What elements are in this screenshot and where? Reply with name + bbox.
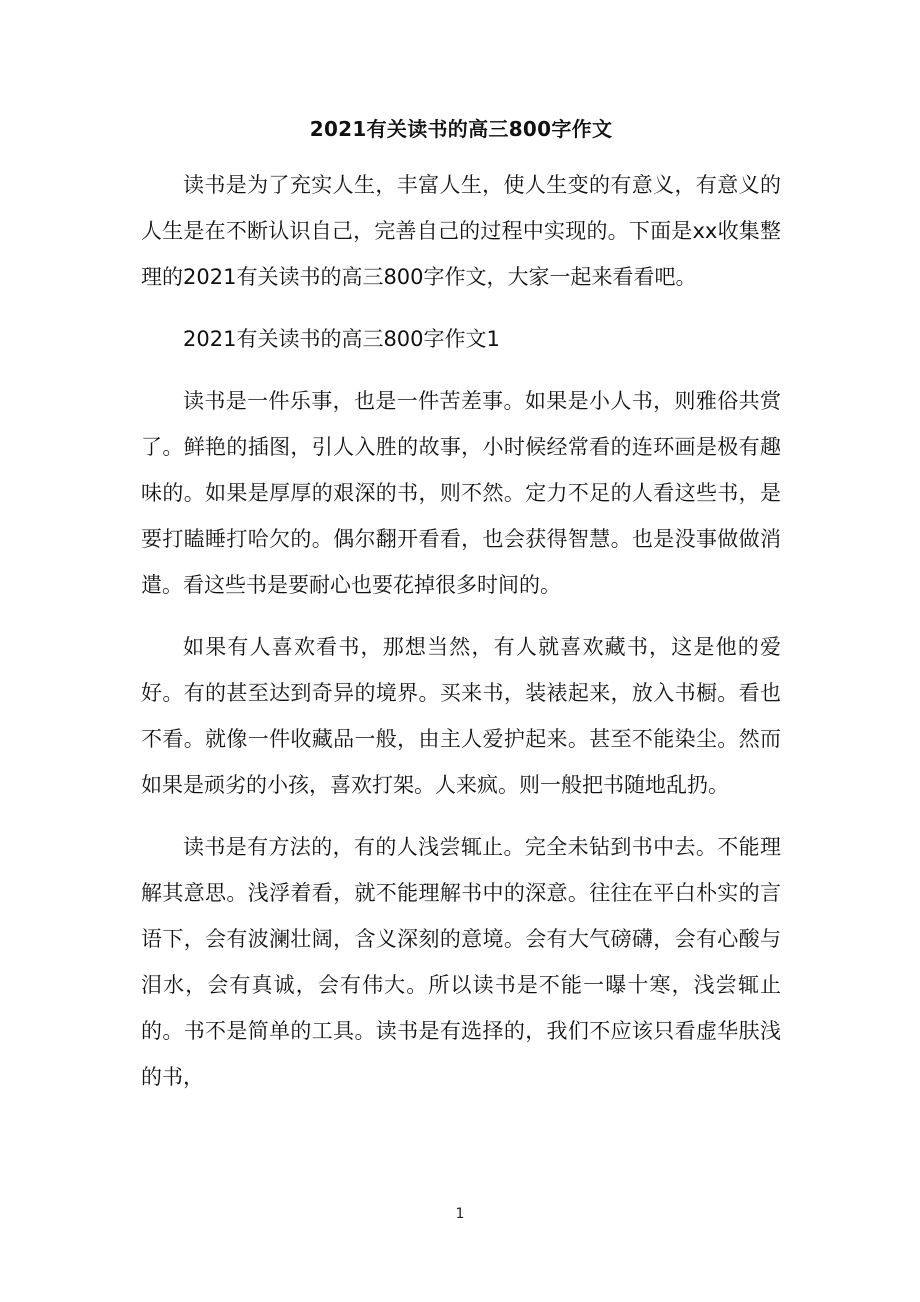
- body-paragraph-2: 如果有人喜欢看书，那想当然，有人就喜欢藏书，这是他的爱好。有的甚至达到奇异的境界。买来书，装裱起来，放入书橱。看也不看。就像一件收藏品一般，由主人爱护起来。甚至不能染尘。然而如果是顽劣的小孩，喜欢打架。人来疯。则一般把书随地乱扔。: [141, 635, 781, 797]
- body-paragraph-3: 读书是有方法的，有的人浅尝辄止。完全未钻到书中去。不能理解其意思。浅浮着看，就不能理解书中的深意。往往在平白朴实的言语下，会有波澜壮阔，含义深刻的意境。会有大气磅礴，会有心酸与泪水，会有真诚，会有伟大。所以读书是不能一曝十寒，浅尝辄止的。书不是简单的工具。读书是有选择的，我们不应该只看虚华肤浅的书，: [141, 835, 781, 1089]
- section-heading: 2021有关读书的高三800字作文1: [183, 327, 500, 351]
- intro-paragraph: 读书是为了充实人生，丰富人生，使人生变的有意义，有意义的人生是在不断认识自己，完善自己的过程中实现的。下面是xx收集整理的2021有关读书的高三800字作文，大家一起来看看吧。: [141, 173, 781, 289]
- page-number: 1: [455, 1206, 465, 1222]
- body-paragraph-1: 读书是一件乐事，也是一件苦差事。如果是小人书，则雅俗共赏了。鲜艳的插图，引人入胜的故事，小时候经常看的连环画是极有趣味的。如果是厚厚的艰深的书，则不然。定力不足的人看这些书，是要打瞌睡打哈欠的。偶尔翻开看看，也会获得智慧。也是没事做做消遣。看这些书是要耐心也要花掉很多时间的。: [141, 389, 781, 597]
- document-body: [141, 110, 781, 1100]
- document-title: 2021有关读书的高三800字作文: [309, 117, 613, 141]
